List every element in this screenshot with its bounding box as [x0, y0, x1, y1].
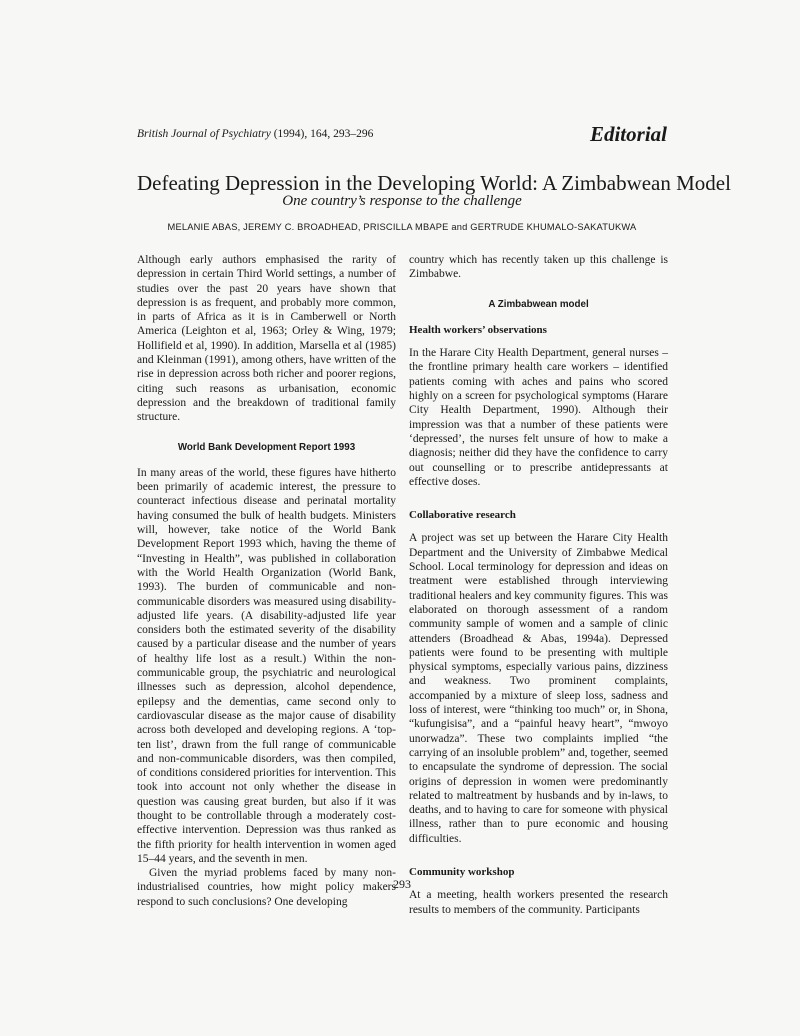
subheading-collaborative-research: Collaborative research — [409, 509, 516, 522]
subheading-health-workers: Health workers’ observations — [409, 323, 547, 336]
right-column — [409, 253, 668, 917]
journal-citation — [137, 128, 373, 140]
collaborative-research-paragraph: A project was set up between the Harare City Health Department and the University of Zimbabwe Medical School. Local terminology for depression and ideas on treatment were established through interviewing traditional healers and key community figures. This was elaborated on thorough assessment of a random community sample of women and a sample of clinic attenders (Broadhead & Abas, 1994a). Depressed patients were found to be presenting with multiple physical symptoms, especially various pains, dizziness and weakness. Two prominent complaints, accompanied by a mixture of sleep loss, sadness and loss of interest, were “thinking too much” or, in Shona, “kufungisisa”, and a “painful heavy heart”, “mwoyo unorwadza”. These two complaints implied “the carrying of an insoluble problem” and, together, seemed to encapsulate the syndrome of depression. The social origins of depression in women were predominantly related to maltreatment by husbands and by in-laws, to deaths, and to having to care for someone with physical illness, rather than to pure economic and housing difficulties. — [409, 532, 668, 845]
section-heading-world-bank: World Bank Development Report 1993 — [177, 441, 356, 453]
continuation-paragraph: country which has recently taken up this challenge is Zimbabwe. — [409, 254, 668, 281]
intro-paragraph: Although early authors emphasised the rarity of depression in certain Third World settings, a number of studies over the past 20 years have shown that depression is as frequent, and probably more common, in parts of Africa as it is in Camberwell or North America (Leighton et al, 1963; Orley & Wing, 1979; Hollifield et al, 1990). In addition, Marsella et al (1985) and Kleinman (1991), among others, have written of the rise in depression across both richer and poorer regions, citing such reasons as urbanisation, economic depression and the breakdown of traditional family structure. — [137, 254, 396, 424]
section-heading-zimbabwean-model: A Zimbabwean model — [488, 298, 589, 310]
citation-details: (1994), 164, 293–296 — [273, 128, 374, 140]
journal-name: British Journal of Psychiatry — [137, 128, 271, 140]
article-title: Defeating Depression in the Developing World: A Zimbabwean Model — [137, 171, 731, 195]
author-list: MELANIE ABAS, JEREMY C. BROADHEAD, PRISCILLA MBAPE and GERTRUDE KHUMALO-SAKATUKWA — [167, 222, 637, 232]
section-label: Editorial — [589, 122, 667, 146]
article-subtitle: One country’s response to the challenge — [282, 193, 522, 209]
community-workshop-paragraph: At a meeting, health workers presented the research results to members of the community. Participants — [409, 889, 668, 916]
running-header — [137, 124, 667, 148]
page-number: 293 — [393, 877, 411, 891]
health-workers-paragraph: In the Harare City Health Department, general nurses – the frontline primary health care workers – identified patients coming with aches and pains who scored highly on a screen for psychological symptoms (Harare City Health Department, 1990). Although their impression was that a number of these patients were ‘depressed’, the nurses felt unsure of how to make a diagnosis; neither did they have the confidence to carry out counselling or to prescribe antidepressants at effective doses. — [409, 347, 668, 488]
policy-paragraph: Given the myriad problems faced by many non-industrialised countries, how might policy makers respond to such conclusions? One developing — [137, 867, 396, 908]
world-bank-paragraph: In many areas of the world, these figures have hitherto been primarily of academic interest, the pressure to counteract infectious disease and perinatal mortality having consumed the bulk of health budgets. Ministers will, however, take notice of the World Bank Development Report 1993 which, having the theme of “Investing in Health”, was published in collaboration with the World Health Organization (World Bank, 1993). The burden of communicable and non-communicable disorders was measured using disability-adjusted life years. (A disability-adjusted life year considers both the estimated severity of the disability caused by a particular disease and the number of years of healthy life lost as a result.) Within the non-communicable group, the psychiatric and neurological illnesses such as depression, alcohol dependence, epilepsy and the dementias, came second only to cardiovascular disease as the major cause of disability across both developed and developing regions. A ‘top-ten list’, drawn from the full range of communicable and non-communicable disorders, was then compiled, of conditions considered priorities for intervention. This took into account not only whether the disease in question was causing great burden, but also if it was thought to be controllable through a moderately cost-effective intervention. Depression was thus ranked as the fifth priority for health intervention in women aged 15–44 years, and the seventh in men. — [137, 466, 396, 865]
subheading-community-workshop: Community workshop — [409, 865, 515, 878]
left-column — [137, 253, 396, 909]
